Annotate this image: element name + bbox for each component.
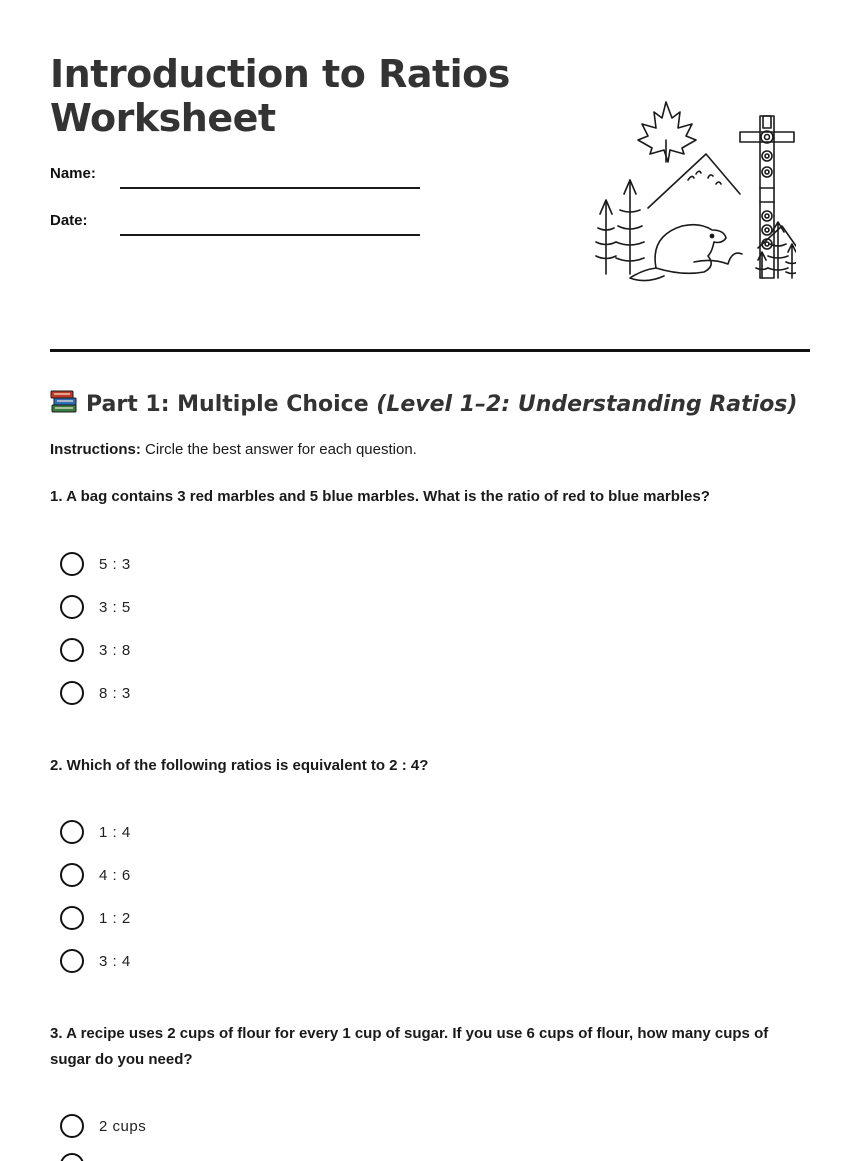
option-label: 3 : 4 <box>99 952 131 970</box>
q2-option-c[interactable] <box>60 905 131 931</box>
maple-leaf-icon <box>638 102 696 162</box>
option-label: 3 : 8 <box>99 641 131 659</box>
q1-option-a[interactable] <box>60 551 131 577</box>
instructions-label: Instructions: <box>50 441 141 458</box>
q3-option-b[interactable] <box>60 1152 84 1161</box>
q3-option-a[interactable] <box>60 1113 146 1139</box>
question-2: 2. Which of the following ratios is equivalent to 2 : 4? <box>50 757 429 774</box>
q1-option-b[interactable] <box>60 594 131 620</box>
q2-option-a[interactable] <box>60 819 131 845</box>
name-field[interactable] <box>120 187 420 189</box>
question-3: 3. A recipe uses 2 cups of flour for every 1 cup of sugar. If you use 6 cups of flour, how many cups of sugar do you need? <box>50 1025 769 1068</box>
option-label: 5 : 3 <box>99 555 131 573</box>
title-line-2: Worksheet <box>50 96 276 140</box>
totem-pole-icon <box>740 116 794 278</box>
q1-option-d[interactable] <box>60 680 131 706</box>
beaver-icon <box>630 225 742 281</box>
option-label: 8 : 3 <box>99 684 131 702</box>
part1-subtitle: (Level 1–2: Understanding Ratios) <box>376 392 798 417</box>
q2-option-d[interactable] <box>60 948 131 974</box>
q2-option-b[interactable] <box>60 862 131 888</box>
option-label: 1 : 2 <box>99 909 131 927</box>
option-label: 2 cups <box>99 1117 147 1135</box>
date-label: Date: <box>50 212 88 229</box>
q1-option-c[interactable] <box>60 637 131 663</box>
radio-circle[interactable] <box>60 552 84 576</box>
radio-circle[interactable] <box>60 949 84 973</box>
canada-illustration <box>544 98 796 284</box>
part1-title: Part 1: Multiple Choice <box>86 392 369 417</box>
option-label: 1 : 4 <box>99 823 131 841</box>
option-label: 3 : 5 <box>99 598 131 616</box>
instructions-text: Circle the best answer for each question. <box>145 441 417 458</box>
radio-circle[interactable] <box>60 906 84 930</box>
worksheet-title <box>50 52 510 140</box>
question-1: 1. A bag contains 3 red marbles and 5 blue marbles. What is the ratio of red to blue marbles? <box>50 488 710 505</box>
radio-circle[interactable] <box>60 595 84 619</box>
radio-circle[interactable] <box>60 820 84 844</box>
part1-heading <box>50 388 797 417</box>
radio-circle[interactable] <box>60 1153 84 1161</box>
title-line-1: Introduction to Ratios <box>50 52 510 96</box>
radio-circle[interactable] <box>60 681 84 705</box>
section-divider <box>50 349 810 352</box>
radio-circle[interactable] <box>60 863 84 887</box>
option-label: 4 : 6 <box>99 866 131 884</box>
radio-circle[interactable] <box>60 1114 84 1138</box>
name-label: Name: <box>50 165 96 182</box>
instructions <box>50 441 417 458</box>
worksheet-page <box>50 0 810 1161</box>
books-icon <box>50 388 78 414</box>
radio-circle[interactable] <box>60 638 84 662</box>
date-field[interactable] <box>120 234 420 236</box>
